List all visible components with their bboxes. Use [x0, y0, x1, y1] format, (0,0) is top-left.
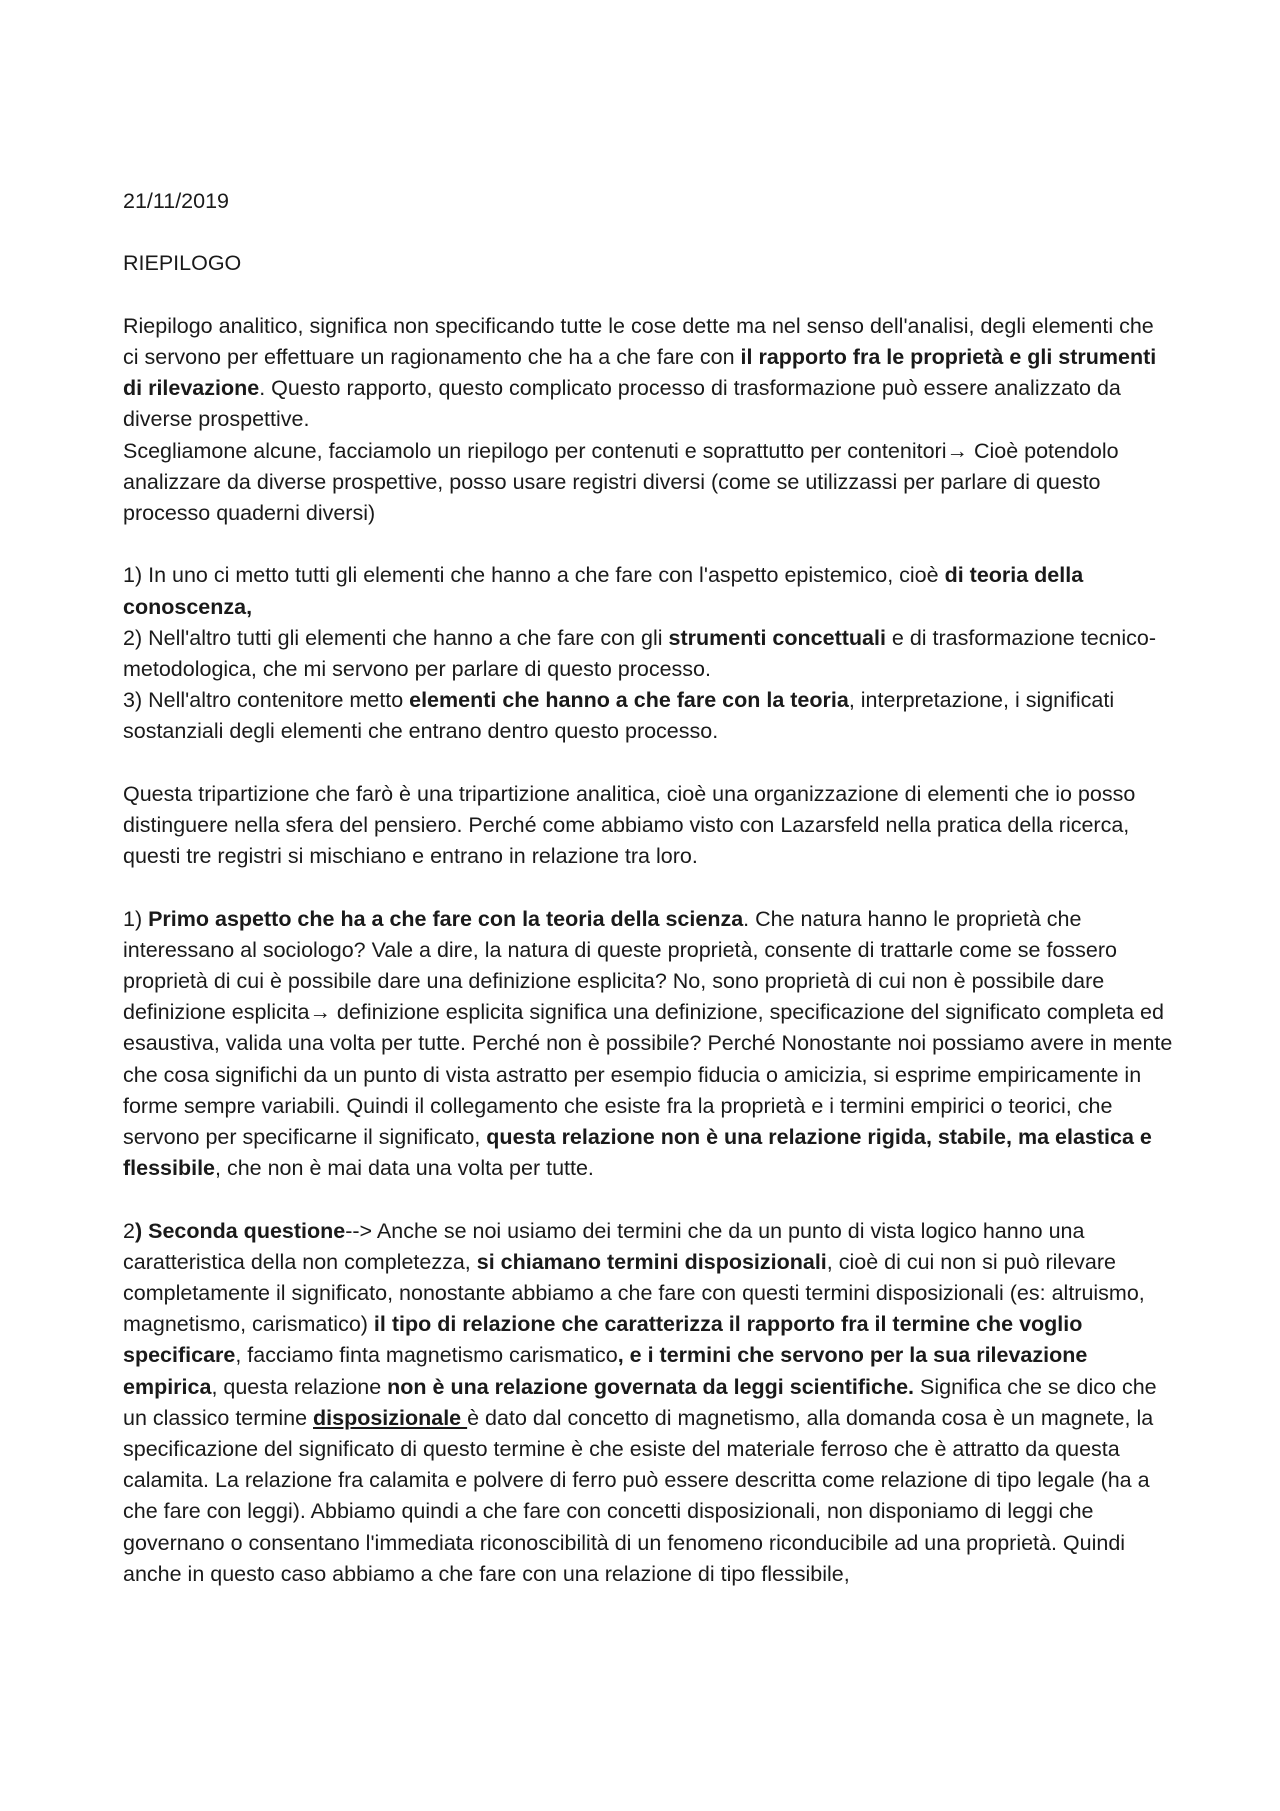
bold-run: questa relazione non è una relazione rigida, stabile, ma elastica e flessibile [123, 1125, 1152, 1181]
bold-run: di teoria della conoscenza, [123, 563, 1084, 619]
bold-run: il tipo di relazione che caratterizza il rapporto fra il termine che voglio specificare [123, 1312, 1083, 1368]
spacer [123, 217, 1173, 248]
text-run: , interpretazione, i significati sostanziali degli elementi che entrano dentro questo processo. [123, 688, 1115, 744]
spacer [123, 529, 1173, 560]
text-run: , facciamo finta magnetismo carismatico [235, 1343, 618, 1368]
spacer [123, 280, 1173, 311]
list-item-1 [123, 560, 1173, 622]
text-run: è dato dal concetto di magnetismo, alla domanda cosa è un magnete, la specificazione del significato di questo termine è che esiste del materiale ferroso che è attratto da questa calamita. La relazione fra calamita e polvere di ferro può essere descritta come relazione di tipo legale (ha a che fare con leggi). Abbiamo quindi a che fare con concetti disposizionali, non disponiamo di leggi che governano o consentano l'immediata riconoscibilità di un fenomeno riconducibile ad una proprietà. Quindi anche in questo caso abbiamo a che fare con una relazione di tipo flessibile, [123, 1405, 1154, 1586]
list-item-2 [123, 623, 1173, 685]
spacer [123, 748, 1173, 779]
text-run: Cioè potendolo analizzare da diverse prospettive, posso usare registri diversi (come se utilizzassi per parlare di questo processo quaderni diversi) [123, 438, 1119, 525]
bold-underlined-run: disposizionale [313, 1405, 468, 1430]
second-question-paragraph [123, 1216, 1173, 1590]
text-run: 1) In uno ci metto tutti gli elementi che hanno a che fare con l'aspetto epistemico, cioè [123, 563, 945, 588]
bold-run: , e i termini che servono per la sua rilevazione empirica [123, 1343, 1088, 1399]
text-run: e di trasformazione tecnico-metodologica, che mi servono per parlare di questo processo. [123, 625, 1156, 681]
text-run: 2) Nell'altro tutti gli elementi che hanno a che fare con gli [123, 625, 669, 650]
intro-paragraph-2 [123, 436, 1173, 530]
text-run: Scegliamone alcune, facciamolo un riepilogo per contenuti e soprattutto per contenitori [123, 438, 947, 463]
bold-run: il rapporto fra le proprietà e gli strumenti di rilevazione [123, 344, 1157, 401]
document-date: 21/11/2019 [123, 189, 230, 213]
text-run: . Che natura hanno le proprietà che interessano al sociologo? Vale a dire, la natura di queste proprietà, consente di trattarle come se fossero proprietà di cui è possibile dare una definizione esplicita? No, sono proprietà di cui non è possibile dare definizione esplicita [123, 906, 1117, 1025]
text-run: 1) [123, 906, 149, 931]
text-run: 2 [123, 1218, 135, 1243]
tripartition-paragraph: Questa tripartizione che farò è una tripartizione analitica, cioè una organizzazione di elementi che io posso distinguere nella sfera del pensiero. Perché come abbiamo visto con Lazarsfeld nella pratica della ricerca, questi tre registri si mischiano e entrano in relazione tra loro. [123, 781, 1136, 869]
text-run: , che non è mai data una volta per tutte. [215, 1156, 594, 1181]
bold-run: non è una relazione governata da leggi scientifiche. [387, 1374, 915, 1399]
text-run: definizione esplicita significa una definizione, specificazione del significato completa ed esaustiva, valida una volta per tutte. Perché non è possibile? Perché Nonostante noi possiamo avere in mente che cosa significhi da un punto di vista astratto per esempio fiducia o amicizia, si esprime empiricamente in forme sempre variabili. Quindi il collegamento che esiste fra la proprietà e i termini empirici o teorici, che servono per specificarne il significato, [123, 1000, 1173, 1150]
arrow-icon: → [309, 1000, 331, 1025]
bold-run: Primo aspetto che ha a che fare con la teoria della scienza [148, 906, 744, 931]
text-run: 3) Nell'altro contenitore metto [123, 688, 410, 713]
arrow-icon: → [946, 438, 968, 463]
bold-run: si chiamano termini disposizionali [476, 1249, 827, 1274]
list-item-3 [123, 685, 1173, 747]
text-run: Riepilogo analitico, significa non specificando tutte le cose dette ma nel senso dell'analisi, degli elementi che ci servono per effettuare un ragionamento che ha a che fare con [123, 313, 1154, 369]
spacer [123, 872, 1173, 903]
text-run: , questa relazione [211, 1374, 388, 1399]
text-run: . Questo rapporto, questo complicato processo di trasformazione può essere analizzato da diverse prospettive. [123, 376, 1121, 432]
document-page [123, 186, 1173, 1590]
text-run: --> Anche se noi usiamo dei termini che da un punto di vista logico hanno una caratteristica della non completezza, [123, 1218, 1085, 1274]
text-run: Significa che se dico che un classico termine [123, 1374, 1157, 1430]
document-heading: RIEPILOGO [123, 251, 242, 276]
spacer [123, 1184, 1173, 1215]
text-run: , cioè di cui non si può rilevare completamente il significato, nonostante abbiamo a che fare con questi termini disposizionali (es: altruismo, magnetismo, carismatico) [123, 1249, 1145, 1337]
bold-run: strumenti concettuali [668, 625, 886, 650]
bold-run: ) Seconda questione [134, 1218, 346, 1243]
bold-run: elementi che hanno a che fare con la teoria [409, 688, 849, 713]
intro-paragraph [123, 311, 1173, 436]
first-aspect-paragraph [123, 904, 1173, 1185]
